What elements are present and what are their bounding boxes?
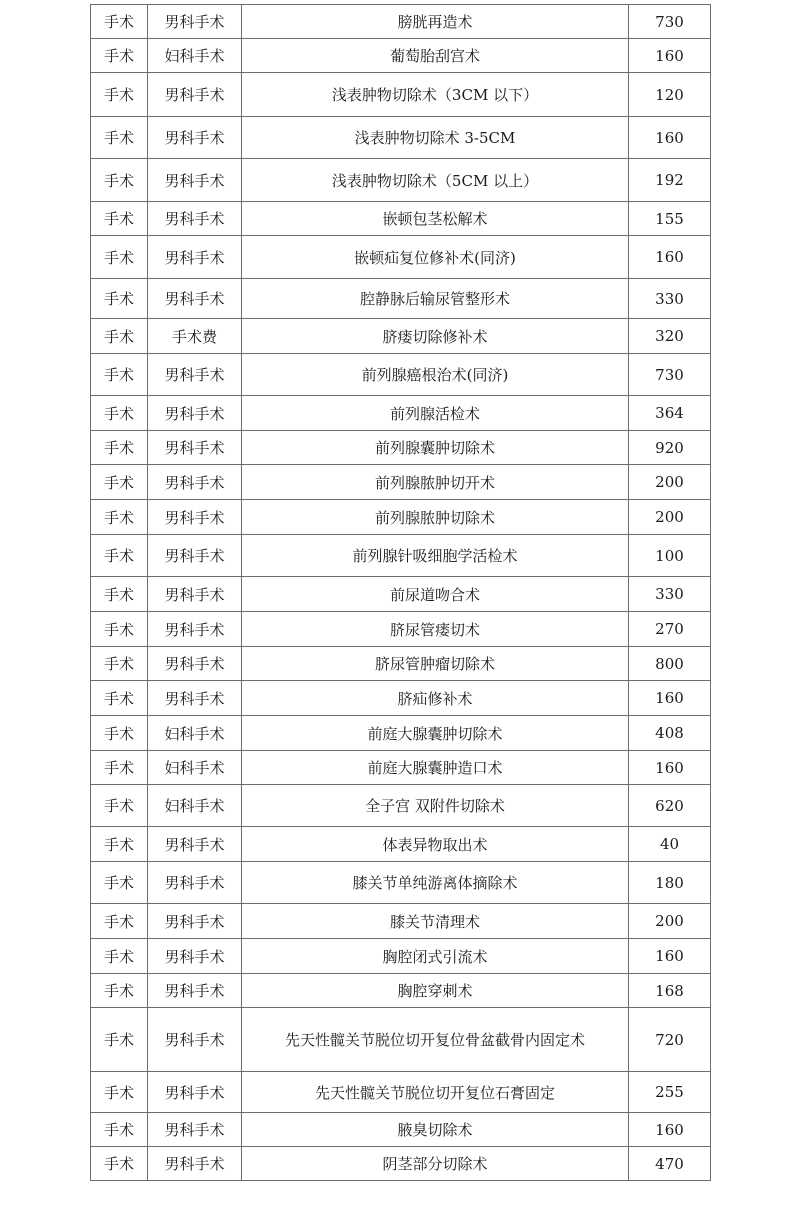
item-name-cell: 先天性髋关节脱位切开复位骨盆截骨内固定术 (242, 1008, 629, 1072)
subcategory-cell: 男科手术 (148, 939, 242, 974)
subcategory-cell: 男科手术 (148, 1113, 242, 1147)
subcategory-cell: 男科手术 (148, 431, 242, 465)
table-row (91, 431, 711, 465)
category-cell: 手术 (91, 202, 148, 236)
price-cell: 160 (629, 1113, 711, 1147)
table-row (91, 716, 711, 751)
price-cell: 330 (629, 279, 711, 319)
price-cell: 470 (629, 1147, 711, 1181)
price-cell: 160 (629, 751, 711, 785)
item-name-cell: 脐尿管瘘切术 (242, 612, 629, 647)
subcategory-cell: 男科手术 (148, 904, 242, 939)
price-cell: 200 (629, 465, 711, 500)
item-name-cell: 前列腺针吸细胞学活检术 (242, 535, 629, 577)
subcategory-cell: 妇科手术 (148, 716, 242, 751)
item-name-cell: 前尿道吻合术 (242, 577, 629, 612)
category-cell: 手术 (91, 73, 148, 117)
category-cell: 手术 (91, 681, 148, 716)
price-cell: 120 (629, 73, 711, 117)
table-row (91, 354, 711, 396)
item-name-cell: 胸腔闭式引流术 (242, 939, 629, 974)
item-name-cell: 胸腔穿刺术 (242, 974, 629, 1008)
item-name-cell: 先天性髋关节脱位切开复位石膏固定 (242, 1072, 629, 1113)
item-name-cell: 脐尿管肿瘤切除术 (242, 647, 629, 681)
category-cell: 手术 (91, 904, 148, 939)
table-row (91, 500, 711, 535)
item-name-cell: 前列腺囊肿切除术 (242, 431, 629, 465)
price-cell: 155 (629, 202, 711, 236)
table-row (91, 1147, 711, 1181)
category-cell: 手术 (91, 236, 148, 279)
category-cell: 手术 (91, 159, 148, 202)
category-cell: 手术 (91, 1147, 148, 1181)
price-cell: 408 (629, 716, 711, 751)
table-row (91, 939, 711, 974)
price-cell: 168 (629, 974, 711, 1008)
subcategory-cell: 男科手术 (148, 1008, 242, 1072)
price-cell: 160 (629, 681, 711, 716)
price-cell: 920 (629, 431, 711, 465)
table-row (91, 577, 711, 612)
subcategory-cell: 男科手术 (148, 862, 242, 904)
table-row (91, 751, 711, 785)
price-cell: 800 (629, 647, 711, 681)
category-cell: 手术 (91, 1008, 148, 1072)
category-cell: 手术 (91, 1072, 148, 1113)
item-name-cell: 腋臭切除术 (242, 1113, 629, 1147)
subcategory-cell: 男科手术 (148, 465, 242, 500)
price-cell: 160 (629, 117, 711, 159)
item-name-cell: 浅表肿物切除术 3-5CM (242, 117, 629, 159)
category-cell: 手术 (91, 535, 148, 577)
price-table (90, 4, 711, 1181)
subcategory-cell: 男科手术 (148, 577, 242, 612)
item-name-cell: 浅表肿物切除术（3CM 以下） (242, 73, 629, 117)
price-cell: 620 (629, 785, 711, 827)
price-cell: 200 (629, 904, 711, 939)
price-cell: 720 (629, 1008, 711, 1072)
subcategory-cell: 男科手术 (148, 535, 242, 577)
item-name-cell: 腔静脉后输尿管整形术 (242, 279, 629, 319)
item-name-cell: 嵌顿包茎松解术 (242, 202, 629, 236)
item-name-cell: 脐疝修补术 (242, 681, 629, 716)
price-cell: 160 (629, 939, 711, 974)
table-row (91, 862, 711, 904)
table-row (91, 73, 711, 117)
price-cell: 320 (629, 319, 711, 354)
subcategory-cell: 男科手术 (148, 73, 242, 117)
price-cell: 180 (629, 862, 711, 904)
category-cell: 手术 (91, 939, 148, 974)
category-cell: 手术 (91, 612, 148, 647)
price-cell: 160 (629, 39, 711, 73)
item-name-cell: 前庭大腺囊肿切除术 (242, 716, 629, 751)
price-cell: 270 (629, 612, 711, 647)
subcategory-cell: 男科手术 (148, 396, 242, 431)
subcategory-cell: 妇科手术 (148, 751, 242, 785)
category-cell: 手术 (91, 751, 148, 785)
table-row (91, 39, 711, 73)
item-name-cell: 前列腺脓肿切除术 (242, 500, 629, 535)
category-cell: 手术 (91, 716, 148, 751)
price-cell: 192 (629, 159, 711, 202)
table-row (91, 159, 711, 202)
item-name-cell: 前庭大腺囊肿造口术 (242, 751, 629, 785)
table-row (91, 1113, 711, 1147)
price-cell: 330 (629, 577, 711, 612)
item-name-cell: 膝关节单纯游离体摘除术 (242, 862, 629, 904)
table-row (91, 612, 711, 647)
subcategory-cell: 男科手术 (148, 681, 242, 716)
category-cell: 手术 (91, 396, 148, 431)
subcategory-cell: 男科手术 (148, 117, 242, 159)
category-cell: 手术 (91, 117, 148, 159)
item-name-cell: 全子宫 双附件切除术 (242, 785, 629, 827)
price-cell: 160 (629, 236, 711, 279)
table-row (91, 974, 711, 1008)
item-name-cell: 前列腺脓肿切开术 (242, 465, 629, 500)
subcategory-cell: 男科手术 (148, 647, 242, 681)
item-name-cell: 嵌顿疝复位修补术(同济) (242, 236, 629, 279)
subcategory-cell: 妇科手术 (148, 785, 242, 827)
table-row (91, 647, 711, 681)
category-cell: 手术 (91, 354, 148, 396)
table-row (91, 319, 711, 354)
table-row (91, 396, 711, 431)
subcategory-cell: 男科手术 (148, 974, 242, 1008)
price-cell: 730 (629, 5, 711, 39)
table-row (91, 827, 711, 862)
item-name-cell: 膝关节清理术 (242, 904, 629, 939)
category-cell: 手术 (91, 279, 148, 319)
subcategory-cell: 男科手术 (148, 5, 242, 39)
category-cell: 手术 (91, 500, 148, 535)
subcategory-cell: 妇科手术 (148, 39, 242, 73)
table-row (91, 1072, 711, 1113)
category-cell: 手术 (91, 1113, 148, 1147)
category-cell: 手术 (91, 465, 148, 500)
subcategory-cell: 男科手术 (148, 159, 242, 202)
table-body (91, 5, 711, 1181)
category-cell: 手术 (91, 827, 148, 862)
category-cell: 手术 (91, 39, 148, 73)
price-cell: 100 (629, 535, 711, 577)
table-row (91, 202, 711, 236)
item-name-cell: 前列腺活检术 (242, 396, 629, 431)
item-name-cell: 脐瘘切除修补术 (242, 319, 629, 354)
item-name-cell: 膀胱再造术 (242, 5, 629, 39)
table-row (91, 465, 711, 500)
category-cell: 手术 (91, 974, 148, 1008)
category-cell: 手术 (91, 431, 148, 465)
table-row (91, 236, 711, 279)
item-name-cell: 前列腺癌根治术(同济) (242, 354, 629, 396)
subcategory-cell: 男科手术 (148, 202, 242, 236)
table-row (91, 535, 711, 577)
table-row (91, 5, 711, 39)
subcategory-cell: 男科手术 (148, 354, 242, 396)
category-cell: 手术 (91, 577, 148, 612)
table-row (91, 1008, 711, 1072)
category-cell: 手术 (91, 647, 148, 681)
category-cell: 手术 (91, 862, 148, 904)
price-cell: 40 (629, 827, 711, 862)
price-cell: 730 (629, 354, 711, 396)
category-cell: 手术 (91, 5, 148, 39)
subcategory-cell: 男科手术 (148, 500, 242, 535)
subcategory-cell: 男科手术 (148, 612, 242, 647)
item-name-cell: 葡萄胎刮宫术 (242, 39, 629, 73)
price-cell: 200 (629, 500, 711, 535)
table-row (91, 279, 711, 319)
table-row (91, 117, 711, 159)
item-name-cell: 浅表肿物切除术（5CM 以上） (242, 159, 629, 202)
table-row (91, 785, 711, 827)
table-row (91, 681, 711, 716)
price-cell: 364 (629, 396, 711, 431)
subcategory-cell: 手术费 (148, 319, 242, 354)
table-row (91, 904, 711, 939)
subcategory-cell: 男科手术 (148, 1072, 242, 1113)
price-cell: 255 (629, 1072, 711, 1113)
subcategory-cell: 男科手术 (148, 236, 242, 279)
subcategory-cell: 男科手术 (148, 279, 242, 319)
category-cell: 手术 (91, 785, 148, 827)
subcategory-cell: 男科手术 (148, 827, 242, 862)
item-name-cell: 阴茎部分切除术 (242, 1147, 629, 1181)
category-cell: 手术 (91, 319, 148, 354)
subcategory-cell: 男科手术 (148, 1147, 242, 1181)
item-name-cell: 体表异物取出术 (242, 827, 629, 862)
